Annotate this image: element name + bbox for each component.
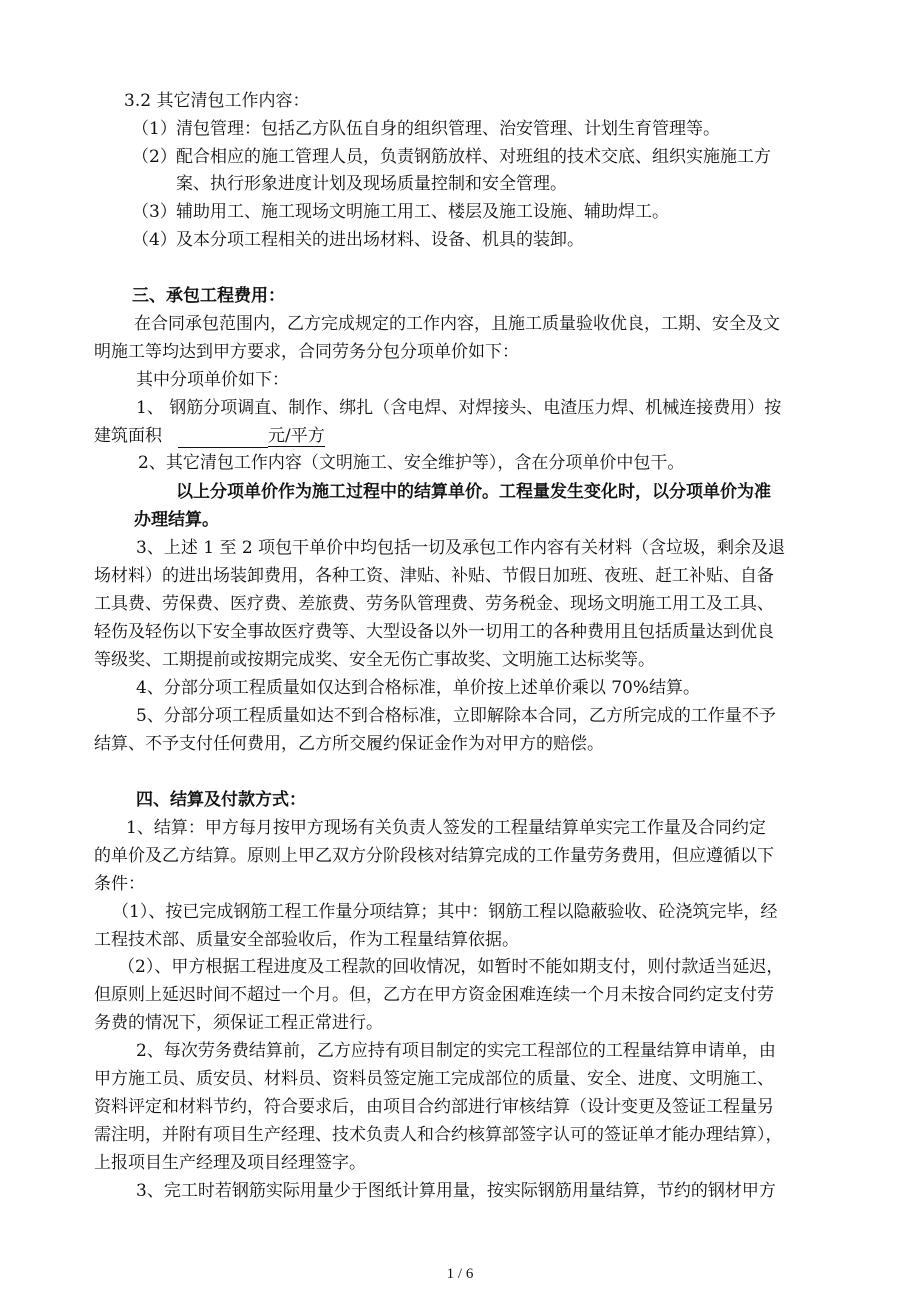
section-3-2-heading: 3.2 其它清包工作内容： xyxy=(124,91,310,111)
paragraph-line: 甲方施工员、质安员、材料员、资料员签定施工完成部位的质量、安全、进度、文明施工、 xyxy=(94,1069,774,1089)
paragraph-line: 需注明，并附有项目生产经理、技术负责人和合约核算部签字认可的签证单才能办理结算）， xyxy=(94,1125,783,1145)
paragraph-line: 条件： xyxy=(94,874,145,894)
item-text: 清包管理：包括乙方队伍自身的组织管理、治安管理、计划生育管理等。 xyxy=(176,119,720,139)
paragraph-line: 等级奖、工期提前或按期完成奖、安全无伤亡事故奖、文明施工达标奖等。 xyxy=(94,650,655,670)
list-item xyxy=(132,229,920,251)
list-item xyxy=(132,118,920,140)
paragraph-line: 明施工等均达到甲方要求，合同劳务分包分项单价如下： xyxy=(94,342,519,362)
item-text: 配合相应的施工管理人员，负责钢筋放样、对班组的技术交底、组织实施施工方 xyxy=(176,147,771,167)
item-number: （3） xyxy=(132,202,177,222)
paragraph-line: 3、完工时若钢筋实际用量少于图纸计算用量，按实际钢筋用量结算，节约的钢材甲方 xyxy=(136,1181,776,1201)
item-number: （1） xyxy=(132,119,177,139)
paragraph-line: 资料评定和材料节约，符合要求后，由项目合约部进行审核结算（设计变更及签证工程量另 xyxy=(94,1097,774,1117)
page-number: 1 / 6 xyxy=(446,1266,474,1282)
paragraph-line: 1、结算：甲方每月按甲方现场有关负责人签发的工程量结算单实完工作量及合同约定 xyxy=(126,818,766,838)
paragraph-line: 结算、不予支付任何费用，乙方所交履约保证金作为对甲方的赔偿。 xyxy=(94,734,604,754)
paragraph-line: 工程技术部、质量安全部验收后，作为工程量结算依据。 xyxy=(94,930,519,950)
paragraph-line: 务费的情况下，须保证工程正常进行。 xyxy=(94,1013,383,1033)
paragraph-line: 4、分部分项工程质量如仅达到合格标准，单价按上述单价乘以 70%结算。 xyxy=(136,678,701,698)
item-text: 及本分项工程相关的进出场材料、设备、机具的装卸。 xyxy=(176,230,584,250)
paragraph-line: 3、上述 1 至 2 项包干单价中均包括一切及承包工作内容有关材料（含垃圾，剩余及退 xyxy=(136,538,786,558)
paragraph-line: 其中分项单价如下： xyxy=(136,370,289,390)
paragraph-line: 上报项目生产经理及项目经理签字。 xyxy=(94,1153,366,1173)
bold-line: 办理结算。 xyxy=(134,510,219,530)
paragraph-line: 场材料）的进出场装卸费用，各种工资、津贴、补贴、节假日加班、夜班、赶工补贴、自备 xyxy=(94,566,774,586)
bold-line: 以上分项单价作为施工过程中的结算单价。工程量发生变化时，以分项单价为准 xyxy=(176,482,771,502)
paragraph-line: 但原则上延迟时间不超过一个月。但，乙方在甲方资金困难连续一个月未按合同约定支付劳 xyxy=(94,985,774,1005)
paragraph-line: 工具费、劳保费、医疗费、差旅费、劳务队管理费、劳务税金、现场文明施工用工及工具、 xyxy=(94,594,774,614)
area-price-line xyxy=(94,425,920,448)
paragraph-line: 轻伤及轻伤以下安全事故医疗费等、大型设备以外一切用工的各种费用且包括质量达到优良 xyxy=(94,622,774,642)
item-number: （2） xyxy=(132,147,177,167)
paragraph-line: 5、分部分项工程质量如达不到合格标准，立即解除本合同，乙方所完成的工作量不予 xyxy=(136,706,776,726)
price-blank xyxy=(178,429,268,448)
area-label: 建筑面积 xyxy=(94,426,162,446)
section-4-title: 四、结算及付款方式： xyxy=(136,790,306,810)
list-item xyxy=(132,146,920,168)
paragraph-line: 2、每次劳务费结算前，乙方应持有项目制定的实完工程部位的工程量结算申请单，由 xyxy=(136,1041,776,1061)
paragraph-line: 在合同承包范围内，乙方完成规定的工作内容，且施工质量验收优良，工期、安全及文 xyxy=(134,314,780,334)
paragraph-line: 的单价及乙方结算。原则上甲乙双方分阶段核对结算完成的工作量劳务费用，但应遵循以下 xyxy=(94,846,774,866)
price-unit: 元/平方 xyxy=(268,426,325,446)
item-text-continued: 案、执行形象进度计划及现场质量控制和安全管理。 xyxy=(176,174,567,194)
paragraph-line: （1）、按已完成钢筋工程工作量分项结算；其中：钢筋工程以隐蔽验收、砼浇筑完毕，经 xyxy=(112,902,778,922)
paragraph-line: （2）、甲方根据工程进度及工程款的回收情况，如暂时不能如期支付，则付款适当延迟， xyxy=(118,957,784,977)
section-3-title: 三、承包工程费用： xyxy=(132,286,285,306)
paragraph-line: 2、其它清包工作内容（文明施工、安全维护等），含在分项单价中包干。 xyxy=(138,453,685,473)
item-text: 辅助用工、施工现场文明施工用工、楼层及施工设施、辅助焊工。 xyxy=(176,202,669,222)
item-number: （4） xyxy=(132,230,177,250)
list-item xyxy=(132,201,920,223)
paragraph-line: 1、 钢筋分项调直、制作、绑扎（含电焊、对焊接头、电渣压力焊、机械连接费用）按 xyxy=(136,398,782,418)
